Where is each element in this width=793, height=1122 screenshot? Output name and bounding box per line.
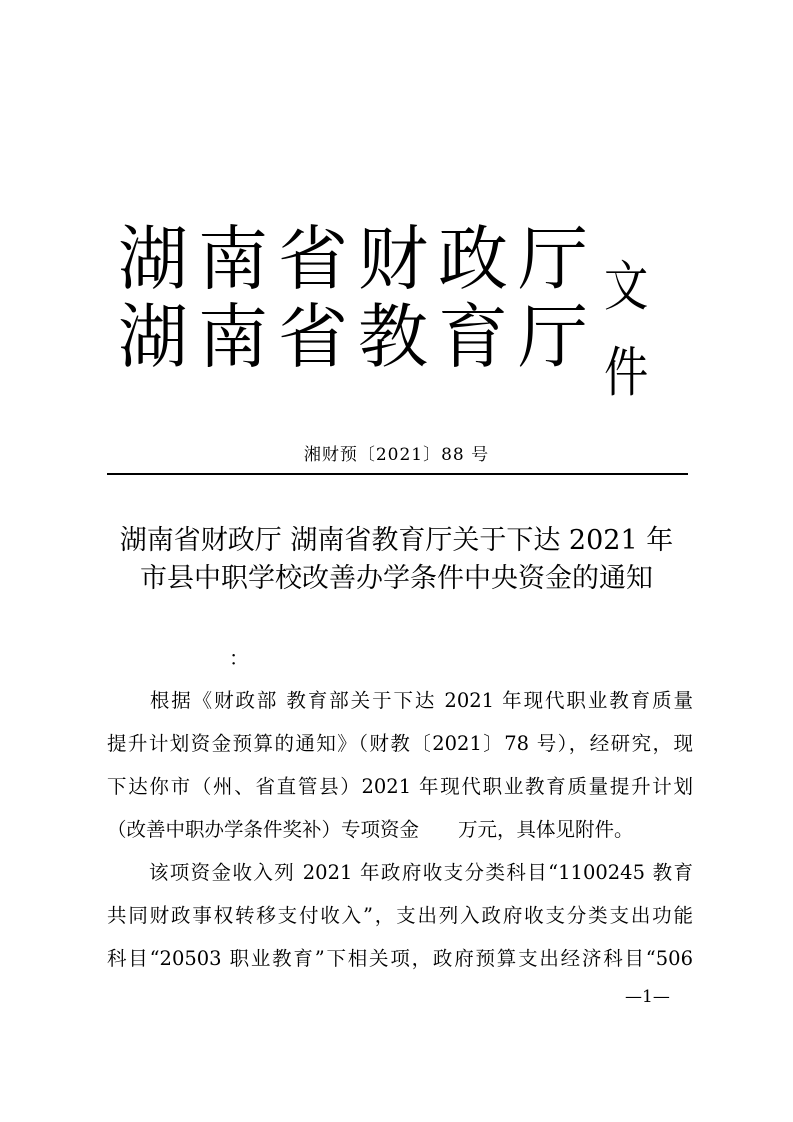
body-line: 共同财政事权转移支付收入”，支出列入政府收支分类支出功能 bbox=[107, 904, 693, 927]
page-number: —1— bbox=[625, 987, 670, 1007]
document-type-label: 文件 bbox=[604, 255, 647, 404]
issuer-char: 政 bbox=[438, 218, 508, 300]
issuer-char: 南 bbox=[198, 296, 268, 378]
body-line: 下达你市（州、省直管县）2021 年现代职业教育质量提升计划 bbox=[107, 775, 693, 798]
issuer-char: 省 bbox=[278, 296, 348, 378]
document-title bbox=[90, 522, 703, 598]
issuer-char: 财 bbox=[358, 218, 428, 300]
document-number: 湘财预〔2021〕88 号 bbox=[303, 445, 490, 465]
issuer-char: 厅 bbox=[518, 218, 588, 300]
issuer-name-education-dept bbox=[118, 294, 588, 380]
salutation: ： bbox=[229, 646, 249, 670]
issuer-char: 育 bbox=[438, 296, 508, 378]
body-line: （改善中职办学条件奖补）专项资金 万元，具体见附件。 bbox=[107, 818, 634, 841]
issuer-char: 湖 bbox=[118, 296, 188, 378]
header-divider bbox=[107, 473, 688, 475]
issuer-char: 教 bbox=[358, 296, 428, 378]
title-line: 湖南省财政厅 湖南省教育厅关于下达 2021 年 bbox=[119, 525, 674, 556]
issuer-char: 省 bbox=[278, 218, 348, 300]
body-line: 根据《财政部 教育部关于下达 2021 年现代职业教育质量 bbox=[107, 689, 693, 712]
issuer-char: 湖 bbox=[118, 218, 188, 300]
body-line: 提升计划资金预算的通知》（财教〔2021〕78 号），经研究，现 bbox=[107, 732, 693, 755]
paragraph bbox=[107, 851, 693, 980]
paragraph bbox=[107, 679, 693, 851]
body-line: 该项资金收入列 2021 年政府收支分类科目“1100245 教育 bbox=[107, 861, 693, 884]
issuer-name-finance-dept bbox=[118, 216, 588, 302]
issuer-char: 南 bbox=[198, 218, 268, 300]
body-line: 科目“20503 职业教育”下相关项，政府预算支出经济科目“506 bbox=[107, 947, 693, 970]
document-body bbox=[107, 679, 693, 980]
document-header bbox=[118, 198, 698, 404]
issuer-char: 厅 bbox=[518, 296, 588, 378]
title-line: 市县中职学校改善办学条件中央资金的通知 bbox=[140, 563, 653, 594]
